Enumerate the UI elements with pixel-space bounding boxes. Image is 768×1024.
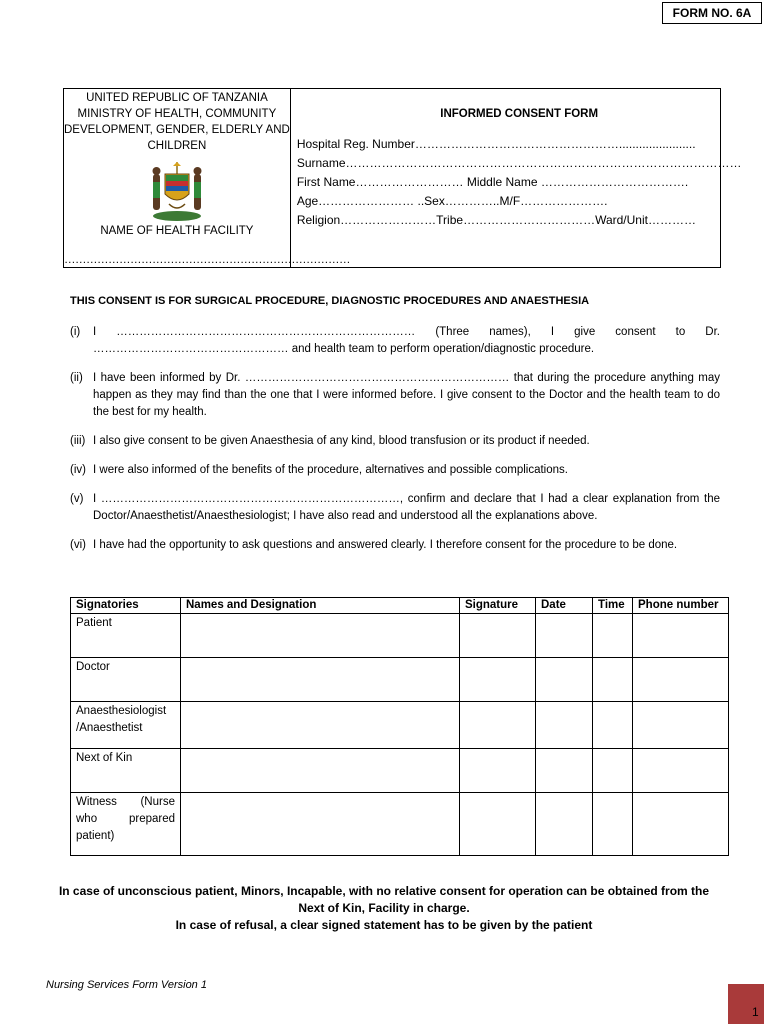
clause-item [70,370,720,421]
signatory-role: Doctor [71,658,181,702]
footnote-line: In case of unconscious patient, Minors, Incapable, with no relative consent for operation can be obtained from the [58,884,710,898]
hospital-reg-field[interactable]: Hospital Reg. Number……………………………………………....................... [296,137,696,151]
table-row [71,702,729,749]
time-cell[interactable] [593,702,633,749]
name-cell[interactable] [181,749,460,793]
clause-text: I also give consent to be given Anaesthesia of any kind, blood transfusion or its product if needed. [93,435,590,447]
consent-title: THIS CONSENT IS FOR SURGICAL PROCEDURE, DIAGNOSTIC PROCEDURES AND ANAESTHESIA [70,295,590,307]
ministry-name [64,90,290,154]
signature-cell[interactable] [460,749,536,793]
name-cell[interactable] [181,658,460,702]
signature-cell[interactable] [460,702,536,749]
clause-text: I have been informed by Dr. …………………………………………………………… that during the procedure anything may happen as they may find than the one that I were informed before. I give consent to the Doctor and the health team to do the best for my health. [93,372,720,418]
phone-cell[interactable] [633,793,729,856]
footnote [40,883,728,934]
form-title: INFORMED CONSENT FORM [440,108,599,120]
date-cell[interactable] [536,658,593,702]
column-header: Signatories [71,598,181,614]
table-row [71,749,729,793]
name-field[interactable]: First Name……………………… Middle Name ………………………………. [296,175,689,189]
name-cell[interactable] [181,614,460,658]
clause-number: (iv) [70,464,86,476]
clause-text: I were also informed of the benefits of the procedure, alternatives and possible complications. [93,464,568,476]
date-cell[interactable] [536,793,593,856]
table-row [71,614,729,658]
table-header-row [71,598,729,614]
facility-name-blank[interactable]: …………………………………………………………………… [64,254,350,266]
signatory-role: Witness (Nurse who prepared patient) [71,793,181,856]
time-cell[interactable] [593,749,633,793]
clause-text: I ……………………………………………………………………, confirm and declare that I had a clear explanation from the Doctor/Anaesthetist/Anaesthesiologist; I have also read and understood all the explanations above. [93,493,720,522]
column-header: Time [593,598,633,614]
clause-number: (vi) [70,539,86,551]
ministry-panel [64,89,350,267]
clause-item [70,433,720,450]
signatory-role: Next of Kin [71,749,181,793]
header-box [63,88,742,268]
clause-number: (iii) [70,435,86,447]
footnote-line: In case of refusal, a clear signed statement has to be given by the patient [175,918,593,932]
patient-info-panel [291,89,748,267]
table-row [71,658,729,702]
footer-version: Nursing Services Form Version 1 [46,979,207,991]
clause-item [70,324,720,358]
ministry-line: MINISTRY OF HEALTH, COMMUNITY [77,108,277,120]
table-row [71,793,729,856]
signatories-table [70,597,729,856]
coat-of-arms-icon [149,160,205,222]
phone-cell[interactable] [633,749,729,793]
column-header: Signature [460,598,536,614]
time-cell[interactable] [593,614,633,658]
ministry-line: CHILDREN [147,140,207,152]
phone-cell[interactable] [633,658,729,702]
clause-text: I …………………………………………………………………… (Three names), I give consent to Dr. …………………………………………… and health team to perform operation/diagnostic procedure. [93,326,720,355]
clause-item [70,491,720,525]
signature-cell[interactable] [460,793,536,856]
clause-text: I have had the opportunity to ask questions and answered clearly. I therefore consent for the procedure to be done. [93,539,678,551]
column-header: Phone number [633,598,729,614]
footnote-line: Next of Kin, Facility in charge. [298,901,470,915]
phone-cell[interactable] [633,614,729,658]
clause-number: (ii) [70,372,83,384]
signature-cell[interactable] [460,658,536,702]
form-number: FORM NO. 6A [662,2,762,24]
facility-label: NAME OF HEALTH FACILITY [100,225,254,237]
clause-number: (i) [70,326,81,338]
consent-clauses [70,324,720,566]
page-number: 1 [752,1005,759,1019]
signatory-role: Patient [71,614,181,658]
religion-tribe-ward-field[interactable]: Religion……………………Tribe……………………………Ward/Unit………… [296,213,696,227]
clause-item [70,537,720,554]
patient-fields [297,135,742,230]
surname-field[interactable]: Surname……………………………………………………………………………………… [296,156,742,170]
date-cell[interactable] [536,614,593,658]
column-header: Names and Designation [181,598,460,614]
age-sex-field[interactable]: Age…………………… ..Sex…………..M/F…………………. [296,194,608,208]
signature-cell[interactable] [460,614,536,658]
time-cell[interactable] [593,793,633,856]
date-cell[interactable] [536,749,593,793]
column-header: Date [536,598,593,614]
ministry-line: UNITED REPUBLIC OF TANZANIA [86,92,268,104]
time-cell[interactable] [593,658,633,702]
name-cell[interactable] [181,793,460,856]
clause-number: (v) [70,493,84,505]
date-cell[interactable] [536,702,593,749]
signatory-role: Anaesthesiologist /Anaesthetist [71,702,181,749]
phone-cell[interactable] [633,702,729,749]
name-cell[interactable] [181,702,460,749]
clause-item [70,462,720,479]
ministry-line: DEVELOPMENT, GENDER, ELDERLY AND [64,124,290,136]
